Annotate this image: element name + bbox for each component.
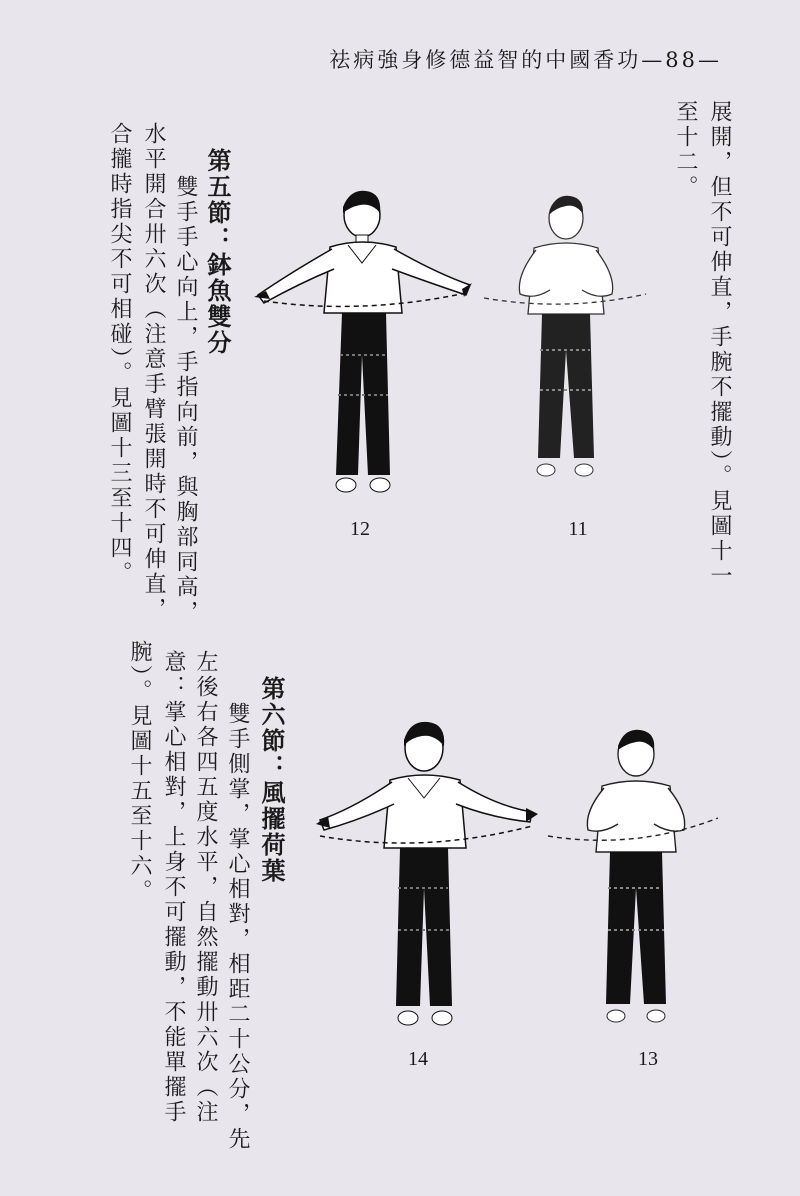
text-column: 雙手側掌，掌心相對，相距二十公分，先 xyxy=(225,702,250,1152)
figure-14-illustration xyxy=(310,716,545,1036)
text-column: 雙手手心向上，手指向前，與胸部同高， xyxy=(173,175,198,625)
section-title: 第六節：風擺荷葉 xyxy=(257,676,285,884)
text-column: 合攏時指尖不可相碰）。見圖十三至十四。 xyxy=(107,122,132,586)
text-column: 腕）。見圖十五至十六。 xyxy=(127,640,152,904)
page-header: 祛病強身修德益智的中國香功—88— xyxy=(329,48,722,72)
figure-number: 14 xyxy=(408,1048,428,1070)
text-column: 左後右各四五度水平，自然擺動卅六次（注 xyxy=(193,650,218,1125)
text-column: 意：掌心相對，上身不可擺動，不能單擺手 xyxy=(161,650,186,1125)
text-column: 展開，但不可伸直，手腕不擺動）。見圖十一 xyxy=(707,100,732,589)
figure-number: 13 xyxy=(638,1048,658,1070)
figure-12-illustration xyxy=(250,185,480,505)
figure-11-illustration xyxy=(480,190,650,490)
section-title: 第五節：鉢魚雙分 xyxy=(203,148,231,356)
figure-13-illustration xyxy=(544,724,724,1034)
text-column: 至十二。 xyxy=(673,100,698,200)
figure-number: 12 xyxy=(350,518,370,540)
figure-number: 11 xyxy=(568,518,588,540)
text-column: 水平開合卅六次（注意手臂張開時不可伸直， xyxy=(141,122,166,622)
